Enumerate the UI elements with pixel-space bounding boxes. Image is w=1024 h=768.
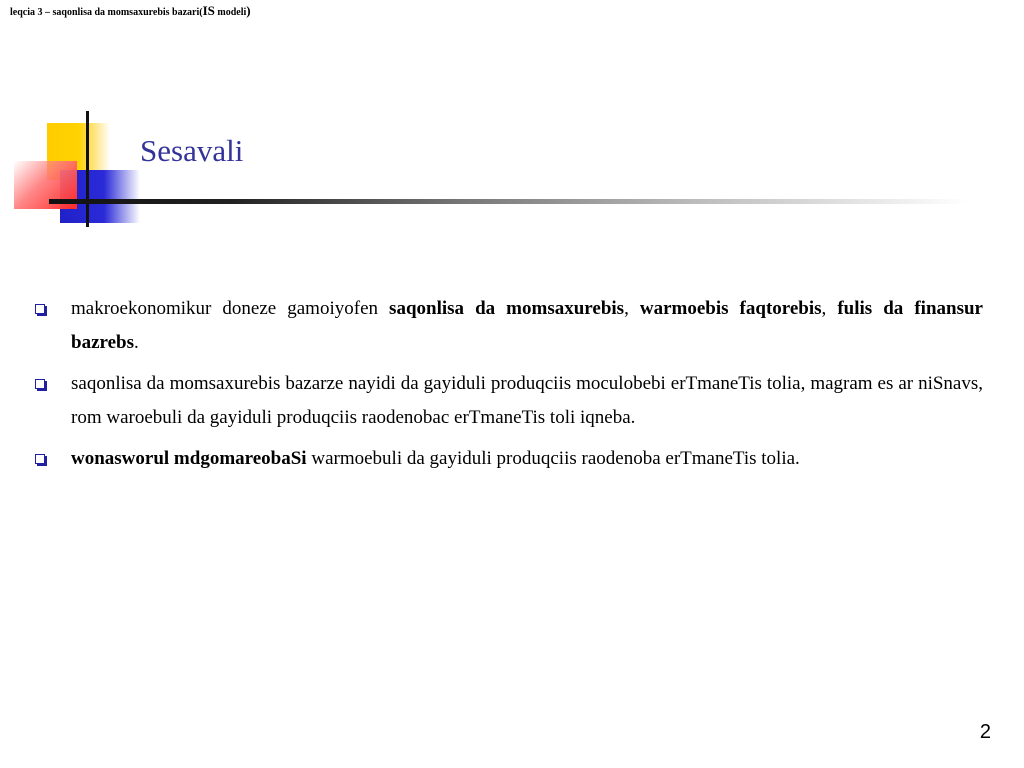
header-caption-part1: leqcia 3 – saqonlisa da momsaxurebis bazari( [10,7,203,18]
header-caption-part4: ) [246,3,251,18]
bullet-item-2 [33,367,983,435]
bullet-item-3 [33,442,983,476]
header-caption-part2: IS [202,3,215,18]
page-number: 2 [979,721,991,743]
bullet-3-bold: wonasworul mdgomareobaSi [71,448,307,469]
square-bullet-icon [35,304,45,314]
bullet-1-text-3: , [821,298,838,319]
decor-horizontal-line [49,199,969,204]
bullet-1-bold-1: saqonlisa da momsaxurebis [389,298,625,319]
bullet-3-text: warmoebuli da gayiduli produqciis raodenoba erTmaneTis tolia. [306,448,800,469]
bullet-1-bold-2: warmoebis faqtorebis [639,298,822,319]
bullet-1-bold-3: fulis da finansur bazrebs [71,298,983,353]
bullet-2-text: saqonlisa da momsaxurebis bazarze nayidi da gayiduli produqciis moculobebi erTmaneTis tolia, magram es ar niSnavs, rom waroebuli da gayiduli produqciis raodenobac erTmaneTis toli iqneba. [71,373,983,428]
bullet-1-text-2: , [624,298,640,319]
title-decoration [0,0,1024,240]
bullet-1-text-1: makroekonomikur doneze gamoiyofen [71,298,390,319]
header-caption-part3: modeli [214,7,247,18]
slide-title: Sesavali [140,133,244,168]
bullet-1-text-4: . [133,332,139,353]
decor-vertical-line [86,111,89,227]
bullet-list [33,292,983,483]
bullet-item-1 [33,292,983,360]
square-bullet-icon [35,379,45,389]
square-bullet-icon [35,454,45,464]
